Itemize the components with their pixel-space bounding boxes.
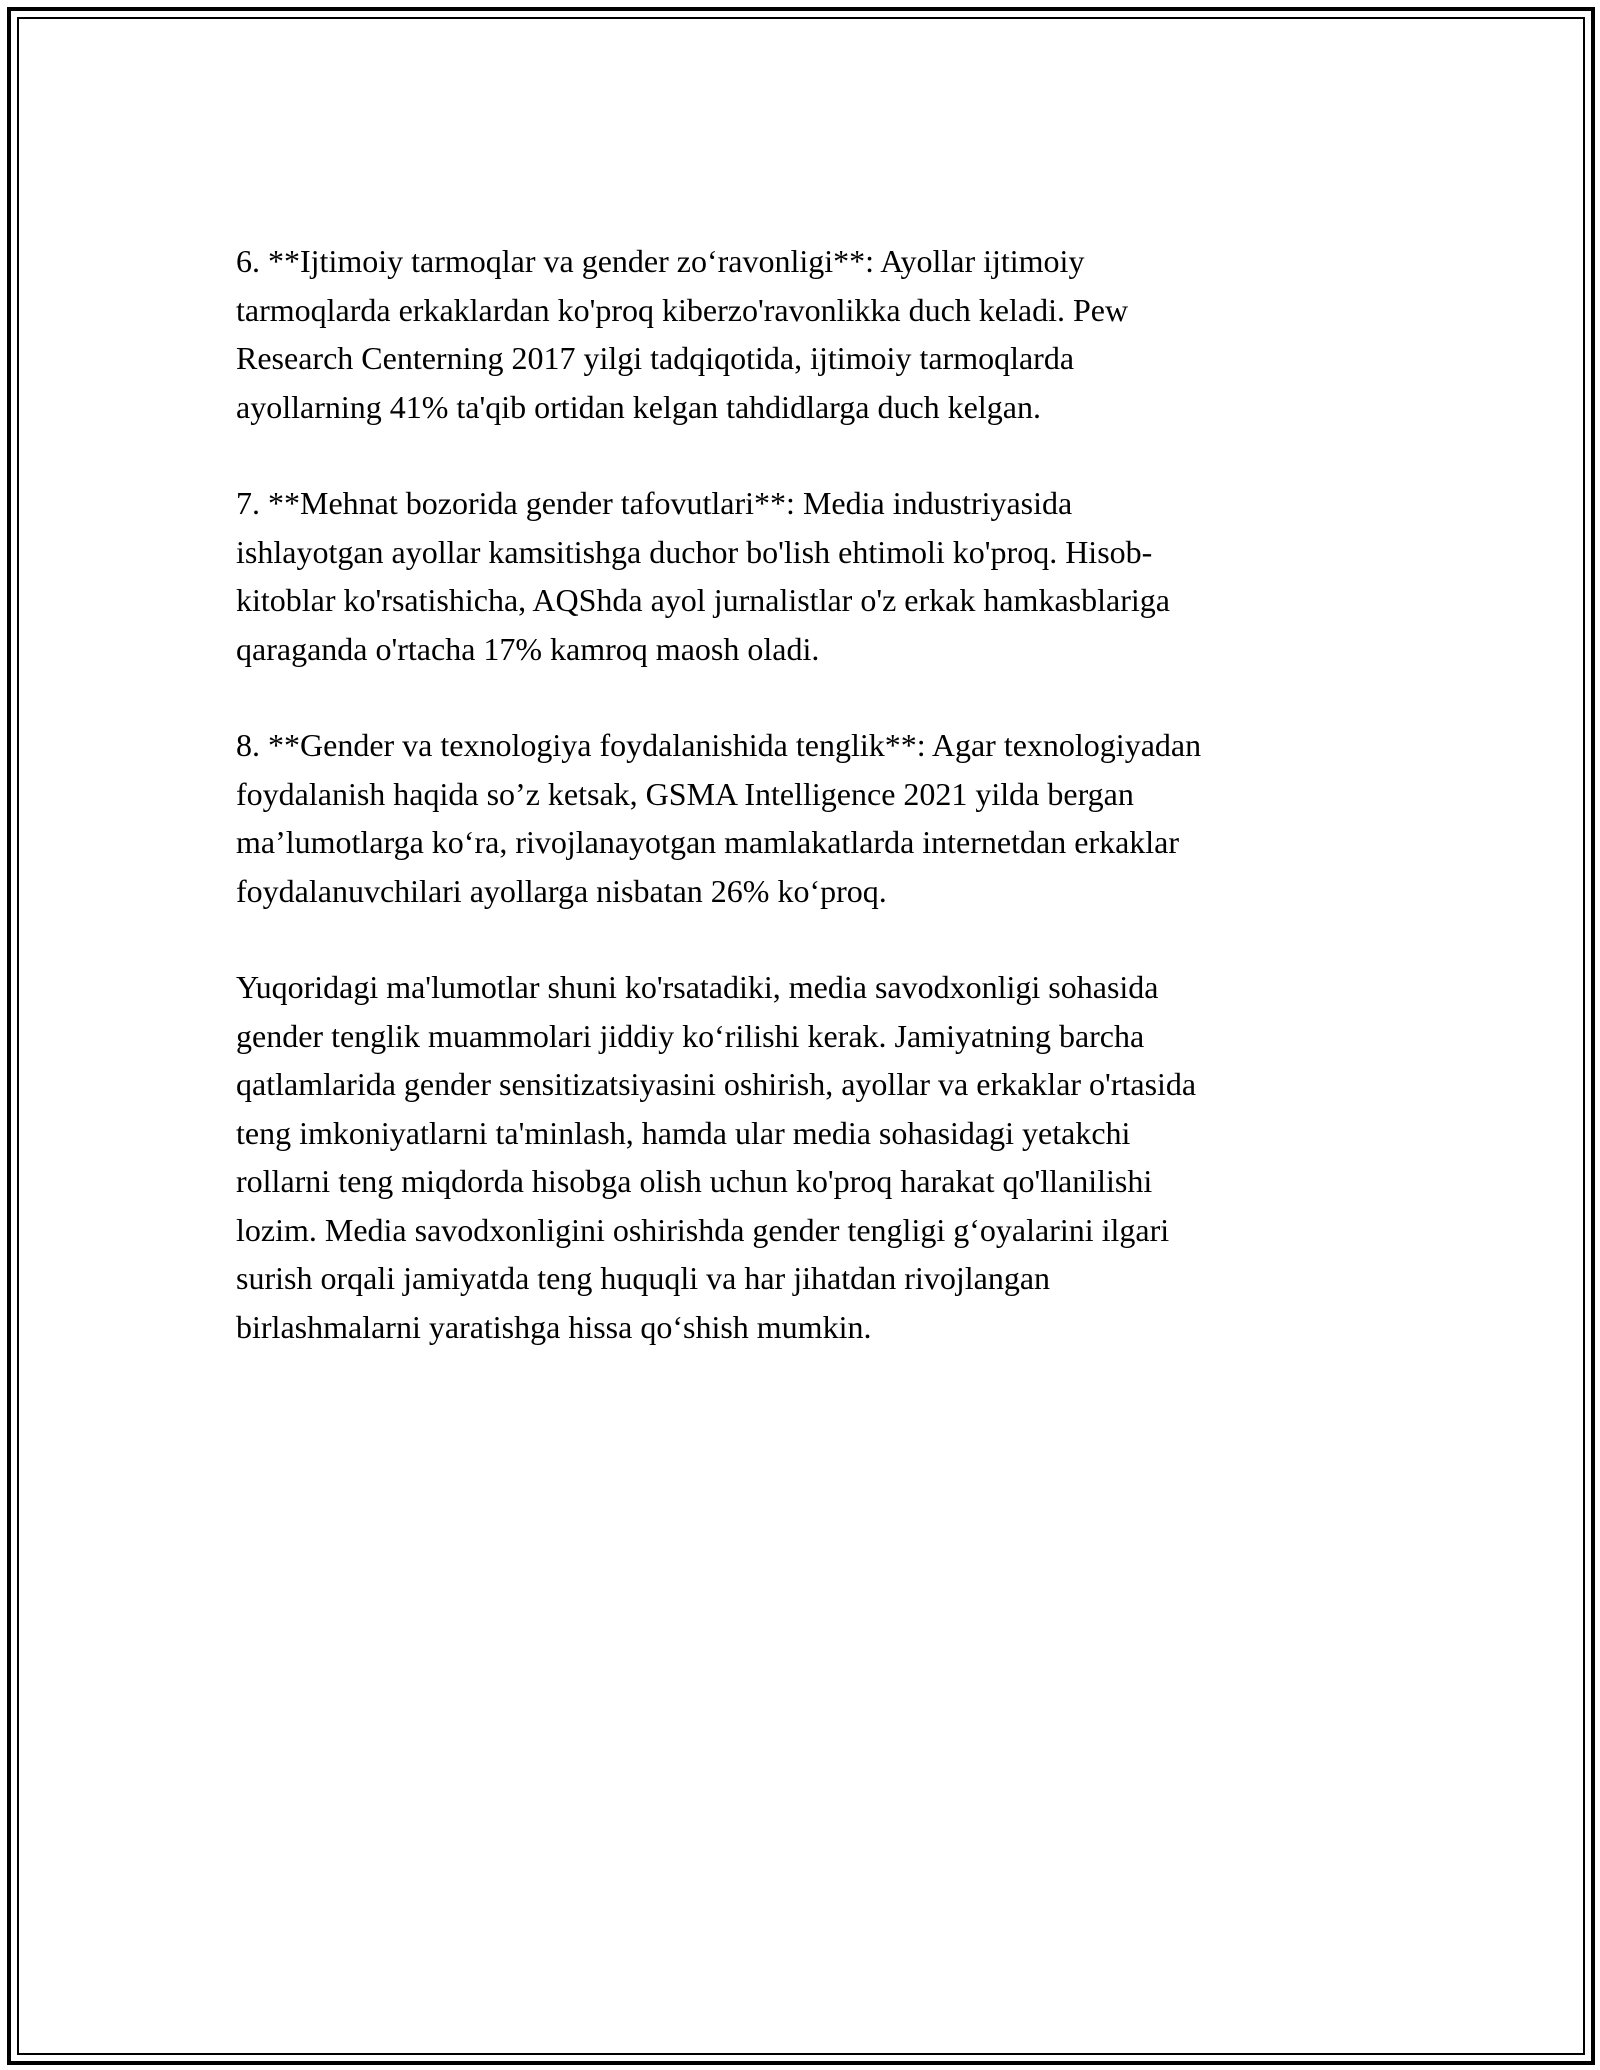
text-line: Yuqoridagi ma'lumotlar shuni ko'rsatadiki, media savodxonligi sohasida (236, 969, 1159, 1005)
text-line: ayollarning 41% ta'qib ortidan kelgan tahdidlarga duch kelgan. (236, 388, 1041, 425)
paragraph-technology-equality (236, 721, 1366, 915)
text-line: 7. **Mehnat bozorida gender tafovutlari**: Media industriyasida (236, 485, 1073, 521)
text-line: tarmoqlarda erkaklardan ko'proq kiberzo'ravonlikka duch keladi. Pew (236, 291, 1129, 328)
text-line: Research Centerning 2017 yilgi tadqiqotida, ijtimoiy tarmoqlarda (236, 340, 1075, 376)
text-line: qaraganda o'rtacha 17% kamroq maosh oladi. (236, 630, 820, 667)
text-line: qatlamlarida gender sensitizatsiyasini oshirish, ayollar va erkaklar o'rtasida (236, 1066, 1197, 1102)
text-line: gender tenglik muammolari jiddiy ko‘rilishi kerak. Jamiyatning barcha (236, 1017, 1145, 1054)
text-line: lozim. Media savodxonligini oshirishda gender tengligi g‘oyalarini ilgari (236, 1211, 1170, 1248)
document-body (236, 237, 1366, 1399)
text-line: surish orqali jamiyatda teng huquqli va har jihatdan rivojlangan (236, 1260, 1051, 1296)
text-line: foydalanuvchilari ayollarga nisbatan 26% ko‘proq. (236, 872, 887, 909)
text-line: teng imkoniyatlarni ta'minlash, hamda ular media sohasidagi yetakchi (236, 1114, 1131, 1151)
paragraph-conclusion (236, 963, 1366, 1351)
paragraph-labor-market-gap (236, 479, 1366, 673)
text-line: foydalanish haqida so’z ketsak, GSMA Intelligence 2021 yilda bergan (236, 775, 1134, 812)
text-line: ma’lumotlarga ko‘ra, rivojlanayotgan mamlakatlarda internetdan erkaklar (236, 824, 1180, 860)
text-line: birlashmalarni yaratishga hissa qo‘shish mumkin. (236, 1308, 872, 1345)
text-line: 8. **Gender va texnologiya foydalanishida tenglik**: Agar texnologiyadan (236, 727, 1202, 763)
text-line: 6. **Ijtimoiy tarmoqlar va gender zo‘ravonligi**: Ayollar ijtimoiy (236, 243, 1085, 279)
text-line: kitoblar ko'rsatishicha, AQShda ayol jurnalistlar o'z erkak hamkasblariga (236, 582, 1170, 618)
paragraph-social-media-violence (236, 237, 1366, 431)
text-line: rollarni teng miqdorda hisobga olish uchun ko'proq harakat qo'llanilishi (236, 1163, 1153, 1199)
text-line: ishlayotgan ayollar kamsitishga duchor bo'lish ehtimoli ko'proq. Hisob- (236, 533, 1153, 570)
